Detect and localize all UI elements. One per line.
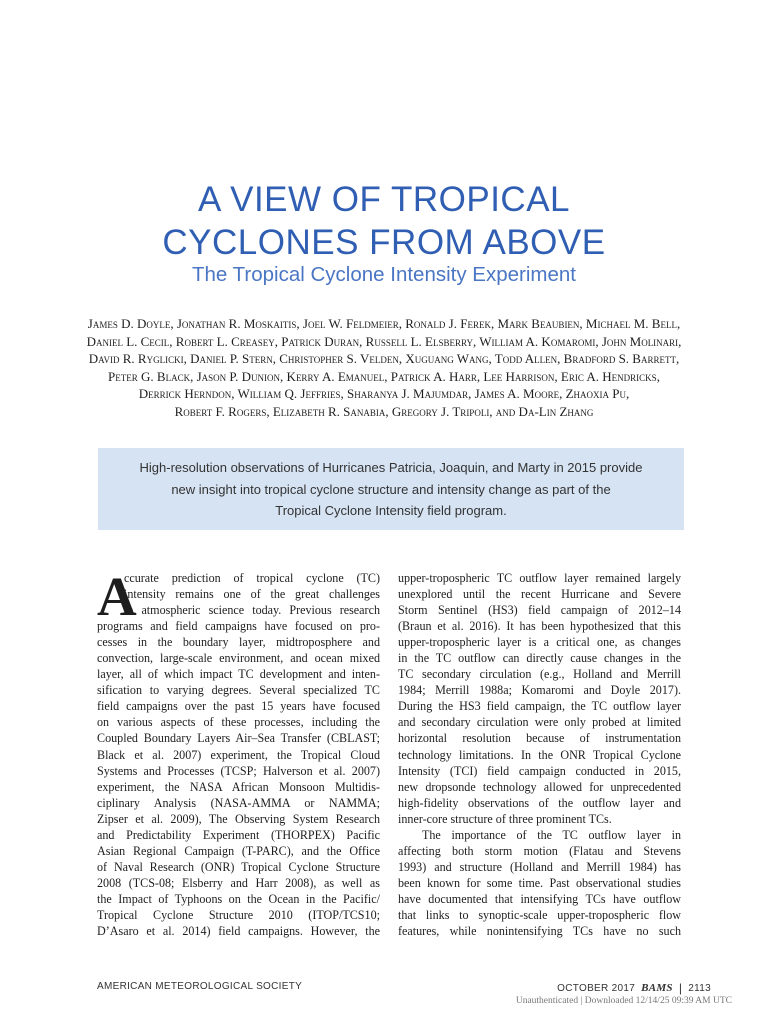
body-line: Systems and Processes (TCSP; Halverson et al. 2007) xyxy=(97,763,380,778)
body-line: 1984; Merrill 1988a; Komaromi and Doyle 2017). xyxy=(398,683,681,698)
body-line: 1993) and structure (Holland and Merrill 1984) has xyxy=(398,859,681,874)
body-line: Tropical Cyclone Structure 2010 (ITOP/TCS10; xyxy=(97,907,380,922)
footer-society: AMERICAN METEOROLOGICAL SOCIETY xyxy=(97,981,303,992)
footer-separator: | xyxy=(678,981,683,995)
body-line: upper-tropospheric TC outflow layer remained largely xyxy=(398,571,681,585)
author-line: Peter G. Black, Jason P. Dunion, Kerry A. Emanuel, Patrick A. Harr, Lee Harrison, Eric A. Hendricks, xyxy=(108,368,660,384)
body-line: on various aspects of these processes, including the xyxy=(97,715,380,730)
body-line: Zipser et al. 2009), The Observing System Research xyxy=(97,811,380,826)
article-subtitle: The Tropical Cyclone Intensity Experiment xyxy=(192,263,576,286)
body-line: field campaigns over the past 15 years have focused xyxy=(97,699,380,714)
author-line: James D. Doyle, Jonathan R. Moskaitis, Joel W. Feldmeier, Ronald J. Ferek, Mark Beaubien, Michael M. Bell, xyxy=(87,316,681,331)
body-line: sification to varying degrees. Several specialized TC xyxy=(97,683,380,698)
body-line: new dropsonde technology allowed for unprecedented xyxy=(398,779,681,794)
body-line: upper-tropospheric layer is a critical one, as changes xyxy=(398,635,681,650)
body-line: programs and field campaigns have focused on pro- xyxy=(97,619,380,634)
body-line: affecting both storm motion (Flatau and Stevens xyxy=(398,843,681,858)
body-line: D’Asaro et al. 2014) field campaigns. However, the xyxy=(97,924,380,939)
body-line: layer, all of which impact TC development and inten- xyxy=(97,667,380,682)
body-line: Coupled Boundary Layers Air–Sea Transfer (CBLAST; xyxy=(97,731,380,746)
drop-cap: A xyxy=(97,566,137,627)
body-line: ccurate prediction of tropical cyclone (TC) xyxy=(124,571,380,585)
body-line: technology limitations. In the ONR Tropical Cyclone xyxy=(398,747,681,762)
download-note: Unauthenticated | Downloaded 12/14/25 09:39 AM UTC xyxy=(515,996,732,1006)
body-line: have documented that intensifying TCs have outflow xyxy=(398,891,681,906)
body-line: During the HS3 field campaign, the TC outflow layer xyxy=(398,699,681,714)
body-line: Storm Sentinel (HS3) field campaign of 2012–14 xyxy=(398,603,681,618)
footer-date: OCTOBER 2017 xyxy=(557,982,636,994)
author-list xyxy=(30,315,738,421)
body-line: The importance of the TC outflow layer in xyxy=(422,827,681,842)
author-line: Derrick Herndon, William Q. Jeffries, Sharanya J. Majumdar, James A. Moore, Zhaoxia Pu, xyxy=(138,386,630,402)
title-line: A VIEW OF TROPICAL xyxy=(197,180,571,219)
abstract-box xyxy=(98,448,684,530)
body-line: inner-core structure of three prominent TCs. xyxy=(398,811,612,826)
body-line: horizontal resolution because of instrumentation xyxy=(398,731,681,746)
abstract-text xyxy=(116,457,666,522)
body-line: unexplored until the recent Hurricane and Severe xyxy=(398,587,681,602)
body-line: Intensity (TCI) field campaign conducted in 2015, xyxy=(398,763,681,778)
article-title xyxy=(0,178,768,264)
abstract-line: new insight into tropical cyclone structure and intensity change as part of the xyxy=(171,481,611,497)
abstract-line: Tropical Cyclone Intensity field program. xyxy=(275,503,507,518)
body-line: convection, large-scale environment, and ocean mixed xyxy=(97,651,380,666)
footer-page-info xyxy=(557,981,711,995)
body-line: in atmospheric science today. Previous research xyxy=(124,603,380,618)
body-line: cesses in the boundary layer, midtroposphere and xyxy=(97,635,380,650)
body-line: in the TC outflow can directly cause changes in the xyxy=(398,651,681,666)
page-number: 2113 xyxy=(688,982,711,994)
body-column-right xyxy=(398,570,681,939)
body-line: features, while nonintensifying TCs have no such xyxy=(398,924,681,939)
author-line: Robert F. Rogers, Elizabeth R. Sanabia, Gregory J. Tripoli, and Da-Lin Zhang xyxy=(174,403,594,419)
journal-logo: BAMS xyxy=(641,982,673,994)
body-line: the Impact of Typhoons on the Ocean in the Pacific/ xyxy=(97,891,380,906)
abstract-line: High-resolution observations of Hurricanes Patricia, Joaquin, and Marty in 2015 provide xyxy=(139,460,643,475)
body-line: high-fidelity observations of the outflow layer and xyxy=(398,795,681,810)
body-line: been known for some time. Past observational studies xyxy=(398,875,681,890)
body-line: TC secondary circulation (e.g., Holland and Merrill xyxy=(398,667,681,682)
author-line: David R. Ryglicki, Daniel P. Stern, Christopher S. Velden, Xuguang Wang, Todd Allen, Bradford S. Barrett, xyxy=(88,351,680,367)
body-line: of Naval Research (ONR) Tropical Cyclone Structure xyxy=(97,859,380,874)
body-line: (Braun et al. 2016). It has been hypothesized that this xyxy=(398,619,681,634)
body-line: Black et al. 2007) experiment, the Tropical Cloud xyxy=(97,747,380,762)
body-line: and Predictability Experiment (THORPEX) Pacific xyxy=(97,827,380,842)
body-line: ciplinary Analysis (NASA-AMMA or NAMMA; xyxy=(97,795,380,810)
body-line: Asian Regional Campaign (T-PARC), and the Office xyxy=(97,843,380,858)
body-line: 2008 (TCS-08; Elsberry and Harr 2008), as well as xyxy=(97,875,380,890)
author-line: Daniel L. Cecil, Robert L. Creasey, Patrick Duran, Russell L. Elsberry, William A. Komaromi, John Molinari, xyxy=(86,333,682,349)
body-line: intensity remains one of the great challenges xyxy=(124,587,380,602)
body-line: experiment, the NASA African Monsoon Multidis- xyxy=(97,779,380,794)
title-line: CYCLONES FROM ABOVE xyxy=(162,223,606,262)
body-line: and secondary circulation were only probed at limited xyxy=(398,715,681,730)
body-column-left xyxy=(97,566,380,939)
body-line: that links to synoptic-scale upper-tropospheric flow xyxy=(398,907,681,922)
